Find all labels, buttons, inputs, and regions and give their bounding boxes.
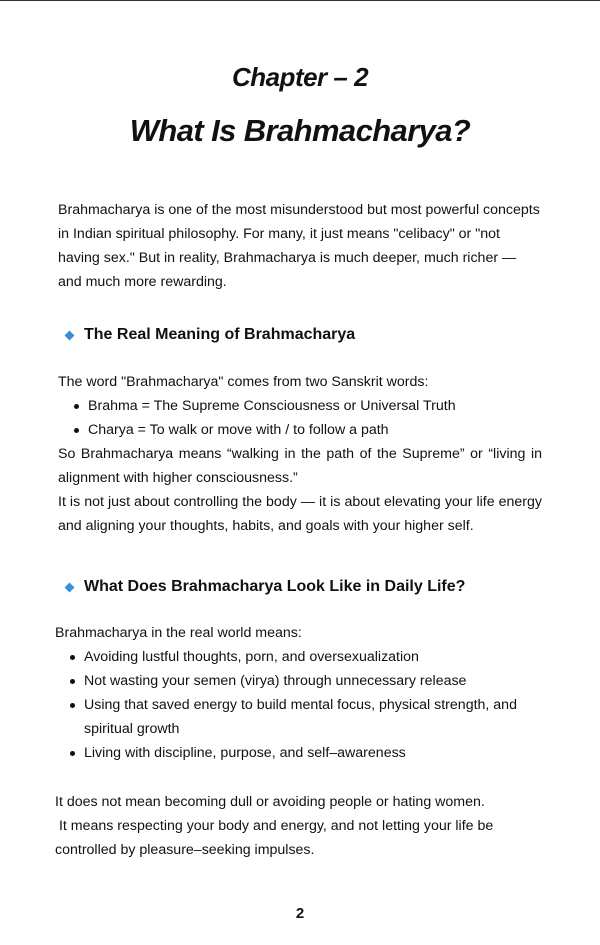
section-heading-text: The Real Meaning of Brahmacharya [84, 326, 356, 343]
list-item: Not wasting your semen (virya) through unnecessary release [68, 669, 536, 693]
diamond-bullet-icon [65, 582, 75, 592]
section-heading-real-meaning [64, 324, 355, 346]
list-item: Charya = To walk or move with / to follow a path [72, 418, 542, 442]
section1-lead: The word "Brahmacharya" comes from two Sanskrit words: [58, 374, 429, 390]
chapter-title: What Is Brahmacharya? [129, 113, 471, 148]
closing-paragraph-1: It does not mean becoming dull or avoiding people or hating women. [55, 794, 485, 810]
list-item: Brahma = The Supreme Consciousness or Universal Truth [72, 394, 542, 418]
section2-lead: Brahmacharya in the real world means: [55, 625, 302, 641]
diamond-bullet-icon [65, 330, 75, 340]
page-number: 2 [295, 905, 305, 922]
section1-paragraph-meaning: So Brahmacharya means “walking in the path of the Supreme” or “living in alignment with higher consciousness.” [58, 446, 542, 486]
intro-paragraph: Brahmacharya is one of the most misunderstood but most powerful concepts in Indian spiritual philosophy. For many, it just means "celibacy" or "not having sex." But in reality, Brahmacharya is much deeper, much richer — and much more rewarding. [58, 202, 540, 290]
section-heading-daily-life [64, 576, 465, 598]
section-heading-text: What Does Brahmacharya Look Like in Daily Life? [84, 578, 466, 595]
list-item: Using that saved energy to build mental focus, physical strength, and spiritual growth [68, 693, 536, 741]
list-item: Living with discipline, purpose, and self–awareness [68, 741, 536, 765]
section1-bullet-list [72, 394, 542, 442]
closing-paragraph-2: It means respecting your body and energy, and not letting your life be controlled by pleasure–seeking impulses. [55, 818, 498, 858]
list-item: Avoiding lustful thoughts, porn, and oversexualization [68, 645, 536, 669]
chapter-label: Chapter – 2 [231, 62, 369, 92]
section2-bullet-list [68, 645, 536, 765]
top-rule [0, 0, 600, 1]
section1-paragraph-elevate: It is not just about controlling the body — it is about elevating your life energy and aligning your thoughts, habits, and goals with your higher self. [58, 494, 542, 534]
